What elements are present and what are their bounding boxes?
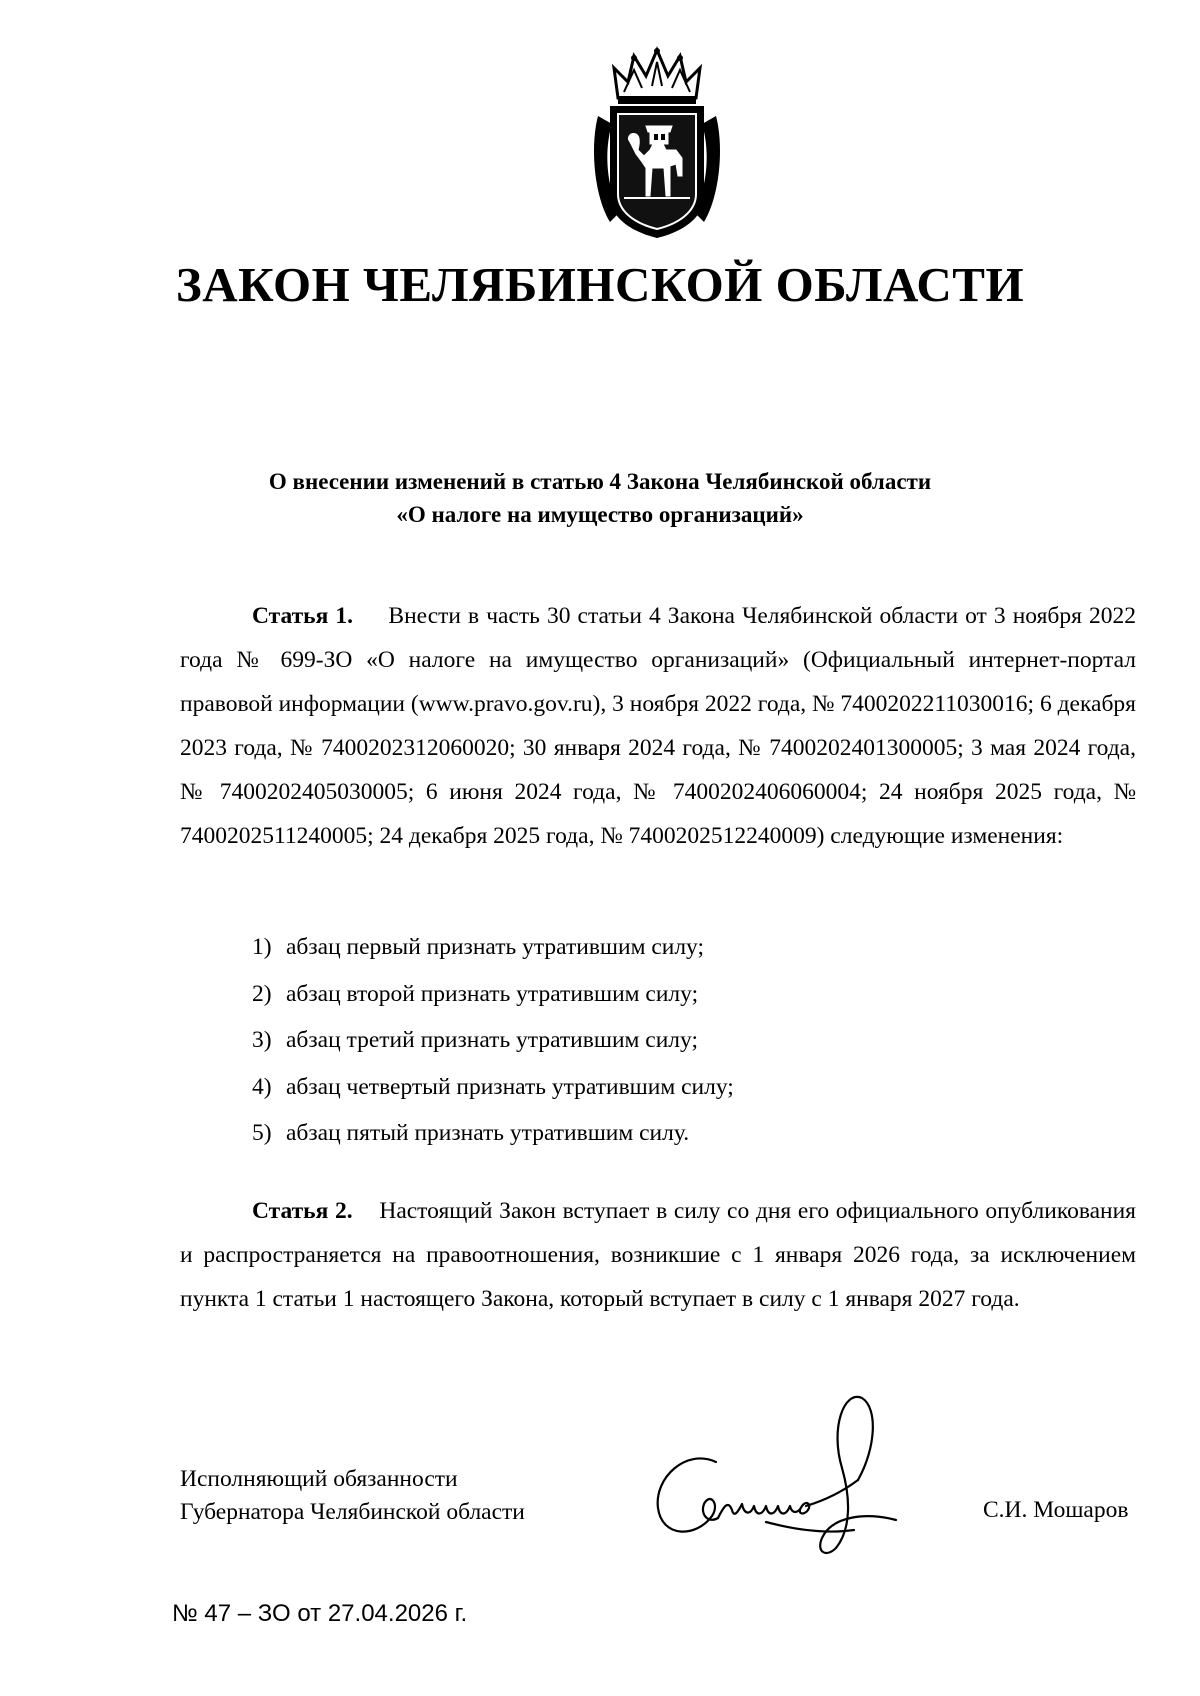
article-2 [180, 1189, 1136, 1321]
list-item [252, 971, 734, 1018]
signatory-name: С.И. Мошаров [983, 1497, 1129, 1523]
item-number: 1) [252, 934, 272, 960]
subject-line: О внесении изменений в статью 4 Закона Челябинской области [268, 469, 932, 494]
role-line: Исполняющий обязанности [180, 1466, 458, 1492]
item-number: 2) [252, 980, 272, 1007]
signature-icon [646, 1388, 906, 1560]
list-item [252, 924, 734, 971]
item-number: 4) [252, 1073, 272, 1100]
list-item [252, 1017, 734, 1064]
article-1 [180, 594, 1136, 858]
signatory-role [180, 1463, 525, 1529]
document-subject [0, 465, 1200, 531]
registration-number: № 47 – ЗО от 27.04.2026 г. [172, 1600, 468, 1627]
article-label: Статья 1. [252, 603, 354, 629]
role-line: Губернатора Челябинской области [180, 1499, 525, 1525]
item-text: абзац третий признать утратившим силу; [286, 1027, 698, 1053]
list-item [252, 1064, 734, 1111]
coat-of-arms-icon [590, 46, 724, 242]
item-number: 3) [252, 1027, 272, 1053]
item-text: абзац второй признать утратившим силу; [286, 980, 699, 1007]
amendment-list [252, 924, 734, 1157]
document-title: ЗАКОН ЧЕЛЯБИНСКОЙ ОБЛАСТИ [175, 257, 1025, 312]
article-label: Статья 2. [252, 1198, 353, 1224]
subject-line: «О налоге на имущество организаций» [396, 502, 804, 527]
article-text: Настоящий Закон вступает в силу со дня его официального опубликования и распространяется на правоотношения, возникшие с 1 января 2026 года, за исключением пункта 1 статьи 1 настоящего Закона, который вступает в силу с 1 января 2027 года. [180, 1198, 1136, 1312]
item-text: абзац четвертый признать утратившим силу; [286, 1073, 734, 1100]
item-text: абзац пятый признать утратившим силу. [286, 1120, 690, 1146]
list-item [252, 1110, 734, 1157]
item-number: 5) [252, 1120, 272, 1146]
item-text: абзац первый признать утратившим силу; [286, 934, 705, 960]
article-text: Внести в часть 30 статьи 4 Закона Челябинской области от 3 ноября 2022 года № 699-ЗО «О налоге на имущество организаций» (Официальный интернет-портал правовой информации (www.pravo.gov.ru), 3 ноября 2022 года, № 7400202211030016; 6 декабря 2023 года, № 7400202312060020; 30 января 2024 года, № 7400202401300005; 3 мая 2024 года, № 7400202405030005; 6 июня 2024 года, № 7400202406060004; 24 ноября 2025 года, № 7400202511240005; 24 декабря 2025 года, № 7400202512240009) следующие изменения: [180, 603, 1136, 849]
